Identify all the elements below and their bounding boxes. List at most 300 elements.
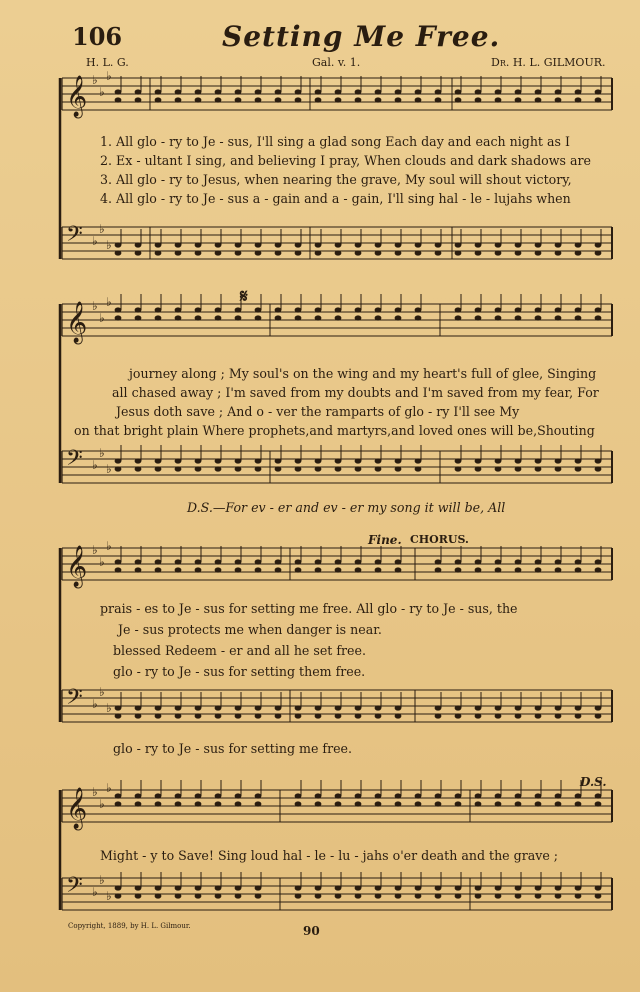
notehead bbox=[335, 885, 342, 890]
notehead bbox=[455, 705, 462, 710]
notehead bbox=[155, 89, 162, 94]
notehead bbox=[255, 242, 262, 247]
notehead bbox=[495, 458, 502, 463]
notehead bbox=[335, 458, 342, 463]
notehead bbox=[395, 307, 402, 312]
notehead bbox=[475, 893, 482, 898]
notehead bbox=[575, 893, 582, 898]
notehead bbox=[135, 713, 142, 718]
notehead bbox=[555, 559, 562, 564]
notehead bbox=[435, 250, 442, 255]
notehead bbox=[135, 242, 142, 247]
notehead bbox=[475, 250, 482, 255]
notehead bbox=[255, 885, 262, 890]
notehead bbox=[355, 307, 362, 312]
bass-clef-icon: 𝄢 bbox=[66, 873, 83, 903]
notehead bbox=[455, 567, 462, 572]
notehead bbox=[115, 705, 122, 710]
notehead bbox=[255, 793, 262, 798]
flat-icon: ♭ bbox=[99, 555, 105, 569]
notehead bbox=[395, 793, 402, 798]
notehead bbox=[195, 466, 202, 471]
notehead bbox=[175, 89, 182, 94]
notehead bbox=[475, 801, 482, 806]
flat-icon: ♭ bbox=[92, 885, 98, 899]
notehead bbox=[255, 458, 262, 463]
notehead bbox=[195, 458, 202, 463]
notehead bbox=[355, 250, 362, 255]
notehead bbox=[355, 893, 362, 898]
notehead bbox=[135, 315, 142, 320]
notehead bbox=[595, 885, 602, 890]
notehead bbox=[215, 713, 222, 718]
notehead bbox=[275, 250, 282, 255]
notehead bbox=[495, 801, 502, 806]
notehead bbox=[375, 705, 382, 710]
notehead bbox=[495, 242, 502, 247]
notehead bbox=[435, 893, 442, 898]
notehead bbox=[215, 466, 222, 471]
notehead bbox=[355, 713, 362, 718]
chorus-line-1: prais - es to Je - sus for setting me free. All glo - ry to Je - sus, the bbox=[100, 601, 518, 616]
notehead bbox=[215, 458, 222, 463]
notehead bbox=[575, 885, 582, 890]
notehead bbox=[495, 793, 502, 798]
copyright-notice: Copyright, 1889, by H. L. Gilmour. bbox=[68, 922, 191, 930]
treble-clef-icon: 𝄞 bbox=[66, 76, 88, 117]
hymn-title: Setting Me Free. bbox=[222, 20, 501, 53]
flat-icon: ♭ bbox=[106, 69, 112, 83]
notehead bbox=[315, 97, 322, 102]
notehead bbox=[495, 97, 502, 102]
flat-icon: ♭ bbox=[106, 539, 112, 553]
notehead bbox=[295, 315, 302, 320]
notehead bbox=[415, 893, 422, 898]
notehead bbox=[375, 242, 382, 247]
notehead bbox=[435, 559, 442, 564]
notehead bbox=[315, 466, 322, 471]
notehead bbox=[595, 801, 602, 806]
notehead bbox=[395, 801, 402, 806]
notehead bbox=[115, 466, 122, 471]
fine-marker: Fine. bbox=[368, 533, 402, 547]
notehead bbox=[115, 89, 122, 94]
notehead bbox=[215, 885, 222, 890]
notehead bbox=[355, 705, 362, 710]
notehead bbox=[395, 567, 402, 572]
notehead bbox=[315, 801, 322, 806]
notehead bbox=[555, 242, 562, 247]
notehead bbox=[315, 242, 322, 247]
verse-3-line-1: 3. All glo - ry to Jesus, when nearing the grave, My soul will shout victory, bbox=[100, 172, 572, 187]
notehead bbox=[555, 307, 562, 312]
chorus-line-3: blessed Redeem - er and all he set free. bbox=[113, 643, 366, 658]
notehead bbox=[175, 250, 182, 255]
notehead bbox=[195, 713, 202, 718]
notehead bbox=[455, 242, 462, 247]
notehead bbox=[375, 793, 382, 798]
notehead bbox=[135, 793, 142, 798]
notehead bbox=[235, 801, 242, 806]
notehead bbox=[115, 567, 122, 572]
notehead bbox=[175, 801, 182, 806]
notehead bbox=[535, 705, 542, 710]
dal-segno-line: D.S.—For ev - er and ev - er my song it will be, All bbox=[187, 500, 506, 515]
bass-lyric-line: glo - ry to Je - sus for setting me free. bbox=[113, 741, 353, 756]
notehead bbox=[515, 250, 522, 255]
notehead bbox=[475, 466, 482, 471]
notehead bbox=[355, 567, 362, 572]
notehead bbox=[175, 713, 182, 718]
notehead bbox=[575, 89, 582, 94]
notehead bbox=[535, 713, 542, 718]
notehead bbox=[235, 466, 242, 471]
notehead bbox=[155, 97, 162, 102]
notehead bbox=[135, 458, 142, 463]
notehead bbox=[395, 705, 402, 710]
notehead bbox=[175, 307, 182, 312]
notehead bbox=[235, 250, 242, 255]
notehead bbox=[115, 885, 122, 890]
notehead bbox=[235, 458, 242, 463]
notehead bbox=[215, 793, 222, 798]
notehead bbox=[235, 97, 242, 102]
notehead bbox=[555, 97, 562, 102]
notehead bbox=[155, 466, 162, 471]
notehead bbox=[515, 885, 522, 890]
notehead bbox=[575, 705, 582, 710]
notehead bbox=[135, 801, 142, 806]
notehead bbox=[355, 97, 362, 102]
notehead bbox=[375, 893, 382, 898]
notehead bbox=[475, 793, 482, 798]
notehead bbox=[395, 458, 402, 463]
notehead bbox=[115, 801, 122, 806]
notehead bbox=[315, 89, 322, 94]
notehead bbox=[435, 793, 442, 798]
bass-clef-icon: 𝄢 bbox=[66, 685, 83, 715]
notehead bbox=[215, 307, 222, 312]
notehead bbox=[215, 801, 222, 806]
notehead bbox=[455, 713, 462, 718]
notehead bbox=[455, 307, 462, 312]
treble-clef-icon: 𝄞 bbox=[66, 546, 88, 587]
notehead bbox=[215, 89, 222, 94]
notehead bbox=[115, 97, 122, 102]
notehead bbox=[395, 315, 402, 320]
notehead bbox=[495, 89, 502, 94]
notehead bbox=[415, 458, 422, 463]
notehead bbox=[515, 559, 522, 564]
notehead bbox=[575, 801, 582, 806]
notehead bbox=[175, 893, 182, 898]
hymn-number: 106 bbox=[72, 22, 123, 51]
notehead bbox=[375, 458, 382, 463]
notehead bbox=[535, 885, 542, 890]
notehead bbox=[375, 97, 382, 102]
notehead bbox=[555, 801, 562, 806]
notehead bbox=[155, 801, 162, 806]
notehead bbox=[455, 893, 462, 898]
notehead bbox=[575, 559, 582, 564]
notehead bbox=[155, 705, 162, 710]
notehead bbox=[135, 885, 142, 890]
notehead bbox=[455, 89, 462, 94]
notehead bbox=[595, 793, 602, 798]
notehead bbox=[515, 307, 522, 312]
flat-icon: ♭ bbox=[99, 85, 105, 99]
notehead bbox=[395, 466, 402, 471]
notehead bbox=[275, 705, 282, 710]
notehead bbox=[275, 466, 282, 471]
treble-clef-icon: 𝄞 bbox=[66, 788, 88, 829]
notehead bbox=[255, 250, 262, 255]
notehead bbox=[455, 793, 462, 798]
notehead bbox=[155, 250, 162, 255]
notehead bbox=[235, 713, 242, 718]
notehead bbox=[195, 97, 202, 102]
notehead bbox=[555, 885, 562, 890]
notehead bbox=[295, 250, 302, 255]
verse-2-line-2: all chased away ; I'm saved from my doubts and I'm saved from my fear, For bbox=[112, 385, 599, 400]
notehead bbox=[155, 885, 162, 890]
notehead bbox=[575, 713, 582, 718]
notehead bbox=[295, 559, 302, 564]
notehead bbox=[215, 250, 222, 255]
notehead bbox=[595, 458, 602, 463]
notehead bbox=[155, 307, 162, 312]
notehead bbox=[295, 97, 302, 102]
verse-4-line-1: 4. All glo - ry to Je - sus a - gain and a - gain, I'll sing hal - le - lujahs when bbox=[100, 191, 571, 206]
notehead bbox=[235, 567, 242, 572]
notehead bbox=[155, 793, 162, 798]
notehead bbox=[495, 893, 502, 898]
notehead bbox=[315, 713, 322, 718]
flat-icon: ♭ bbox=[92, 543, 98, 557]
notehead bbox=[175, 705, 182, 710]
bass-clef-icon: 𝄢 bbox=[66, 222, 83, 252]
notehead bbox=[475, 307, 482, 312]
notehead bbox=[455, 250, 462, 255]
notehead bbox=[315, 250, 322, 255]
notehead bbox=[115, 793, 122, 798]
notehead bbox=[335, 242, 342, 247]
notehead bbox=[175, 97, 182, 102]
notehead bbox=[335, 705, 342, 710]
notehead bbox=[595, 466, 602, 471]
notehead bbox=[135, 559, 142, 564]
notehead bbox=[215, 559, 222, 564]
notehead bbox=[435, 713, 442, 718]
notehead bbox=[575, 458, 582, 463]
notehead bbox=[415, 793, 422, 798]
notehead bbox=[115, 315, 122, 320]
notehead bbox=[595, 307, 602, 312]
notehead bbox=[515, 458, 522, 463]
notehead bbox=[595, 97, 602, 102]
notehead bbox=[595, 893, 602, 898]
notehead bbox=[315, 458, 322, 463]
notehead bbox=[255, 559, 262, 564]
notehead bbox=[135, 89, 142, 94]
notehead bbox=[375, 567, 382, 572]
notehead bbox=[535, 567, 542, 572]
notehead bbox=[295, 89, 302, 94]
notehead bbox=[255, 466, 262, 471]
notehead bbox=[335, 250, 342, 255]
notehead bbox=[195, 559, 202, 564]
notehead bbox=[235, 315, 242, 320]
notehead bbox=[535, 307, 542, 312]
notehead bbox=[155, 713, 162, 718]
notehead bbox=[155, 893, 162, 898]
notehead bbox=[115, 307, 122, 312]
notehead bbox=[415, 307, 422, 312]
notehead bbox=[315, 307, 322, 312]
notehead bbox=[215, 567, 222, 572]
scripture-reference: Gal. v. 1. bbox=[312, 56, 361, 69]
notehead bbox=[135, 250, 142, 255]
notehead bbox=[275, 713, 282, 718]
notehead bbox=[195, 567, 202, 572]
author-credit: H. L. G. bbox=[86, 56, 129, 69]
notehead bbox=[535, 801, 542, 806]
flat-icon: ♭ bbox=[106, 238, 112, 252]
notehead bbox=[495, 250, 502, 255]
notehead bbox=[455, 466, 462, 471]
notehead bbox=[315, 315, 322, 320]
notehead bbox=[155, 242, 162, 247]
notehead bbox=[315, 793, 322, 798]
notehead bbox=[495, 307, 502, 312]
flat-icon: ♭ bbox=[92, 73, 98, 87]
notehead bbox=[535, 250, 542, 255]
notehead bbox=[215, 97, 222, 102]
notehead bbox=[475, 97, 482, 102]
notehead bbox=[235, 559, 242, 564]
notehead bbox=[315, 567, 322, 572]
notehead bbox=[475, 242, 482, 247]
notehead bbox=[275, 315, 282, 320]
treble-clef-icon: 𝄞 bbox=[66, 302, 88, 343]
notehead bbox=[435, 89, 442, 94]
notehead bbox=[595, 567, 602, 572]
notehead bbox=[555, 567, 562, 572]
notehead bbox=[275, 242, 282, 247]
notehead bbox=[335, 893, 342, 898]
flat-icon: ♭ bbox=[99, 685, 105, 699]
notehead bbox=[215, 705, 222, 710]
notehead bbox=[455, 97, 462, 102]
notehead bbox=[395, 89, 402, 94]
notehead bbox=[495, 885, 502, 890]
notehead bbox=[355, 466, 362, 471]
notehead bbox=[315, 885, 322, 890]
notehead bbox=[195, 885, 202, 890]
notehead bbox=[355, 793, 362, 798]
notehead bbox=[115, 250, 122, 255]
verse-1-line-1: 1. All glo - ry to Je - sus, I'll sing a glad song Each day and each night as I bbox=[100, 134, 570, 149]
notehead bbox=[135, 97, 142, 102]
flat-icon: ♭ bbox=[99, 222, 105, 236]
notehead bbox=[335, 793, 342, 798]
notehead bbox=[295, 793, 302, 798]
notehead bbox=[495, 315, 502, 320]
notehead bbox=[175, 885, 182, 890]
notehead bbox=[395, 242, 402, 247]
chorus-label: CHORUS. bbox=[410, 533, 469, 546]
notehead bbox=[435, 885, 442, 890]
notehead bbox=[415, 885, 422, 890]
notehead bbox=[375, 801, 382, 806]
notehead bbox=[355, 559, 362, 564]
notehead bbox=[555, 315, 562, 320]
notehead bbox=[375, 559, 382, 564]
ds-marker: D.S. bbox=[580, 775, 607, 789]
notehead bbox=[355, 89, 362, 94]
notehead bbox=[155, 567, 162, 572]
notehead bbox=[135, 893, 142, 898]
notehead bbox=[555, 893, 562, 898]
notehead bbox=[195, 893, 202, 898]
notehead bbox=[115, 559, 122, 564]
notehead bbox=[375, 713, 382, 718]
notehead bbox=[335, 713, 342, 718]
notehead bbox=[435, 242, 442, 247]
notehead bbox=[255, 97, 262, 102]
notehead bbox=[575, 307, 582, 312]
notehead bbox=[375, 307, 382, 312]
notehead bbox=[375, 315, 382, 320]
notehead bbox=[575, 793, 582, 798]
notehead bbox=[595, 315, 602, 320]
notehead bbox=[275, 89, 282, 94]
notehead bbox=[235, 793, 242, 798]
notehead bbox=[155, 315, 162, 320]
flat-icon: ♭ bbox=[99, 446, 105, 460]
notehead bbox=[215, 242, 222, 247]
notehead bbox=[495, 567, 502, 572]
notehead bbox=[515, 893, 522, 898]
notehead bbox=[575, 567, 582, 572]
notehead bbox=[535, 793, 542, 798]
flat-icon: ♭ bbox=[106, 295, 112, 309]
notehead bbox=[395, 893, 402, 898]
notehead bbox=[435, 567, 442, 572]
notehead bbox=[495, 705, 502, 710]
flat-icon: ♭ bbox=[92, 234, 98, 248]
notehead bbox=[295, 458, 302, 463]
notehead bbox=[455, 458, 462, 463]
notehead bbox=[335, 89, 342, 94]
notehead bbox=[295, 893, 302, 898]
notehead bbox=[235, 89, 242, 94]
notehead bbox=[135, 466, 142, 471]
notehead bbox=[335, 97, 342, 102]
notehead bbox=[435, 801, 442, 806]
notehead bbox=[195, 315, 202, 320]
notehead bbox=[375, 885, 382, 890]
notehead bbox=[515, 801, 522, 806]
notehead bbox=[295, 713, 302, 718]
notehead bbox=[575, 315, 582, 320]
notehead bbox=[495, 466, 502, 471]
notehead bbox=[195, 705, 202, 710]
notehead bbox=[115, 893, 122, 898]
notehead bbox=[275, 307, 282, 312]
flat-icon: ♭ bbox=[99, 873, 105, 887]
notehead bbox=[495, 713, 502, 718]
